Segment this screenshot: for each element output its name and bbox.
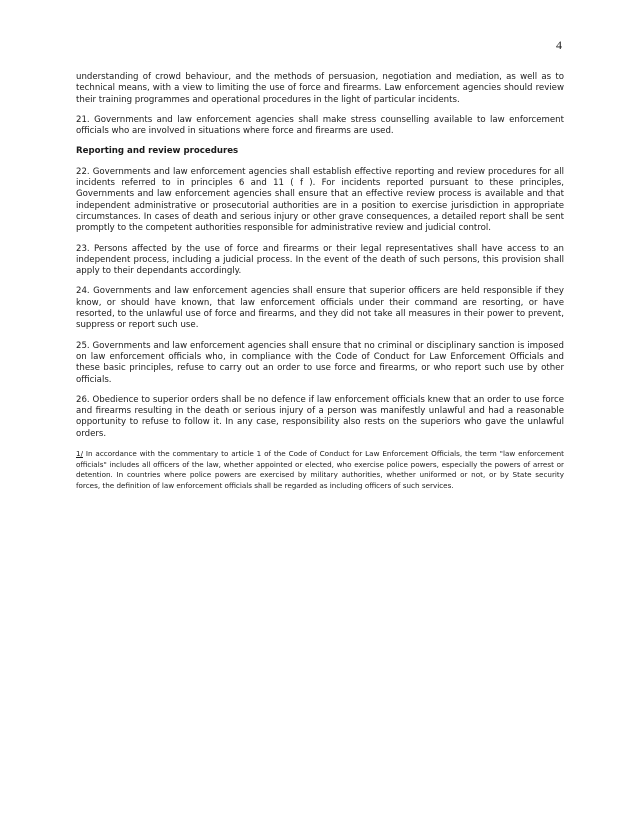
footnote-marker: 1/ <box>76 449 83 459</box>
paragraph-21: 21. Governments and law enforcement agencies shall make stress counselling available to law enforcement officials who are involved in situations where force and firearms are used. <box>76 114 564 137</box>
document-body <box>76 72 564 491</box>
footnote-text: In accordance with the commentary to article 1 of the Code of Conduct for Law Enforcement Officials, the term "law enforcement officials" includes all officers of the law, whether appointed or elected, who exercise police powers, especially the powers of arrest or detention. In countries where police powers are exercised by military authorities, whether uniformed or not, or by State security forces, the definition of law enforcement officials shall be regarded as including officers of such services. <box>76 449 564 490</box>
paragraph-23: 23. Persons affected by the use of force and firearms or their legal representatives shall have access to an independent process, including a judicial process. In the event of the death of such persons, this provision shall apply to their dependants accordingly. <box>76 243 564 277</box>
paragraph-26: 26. Obedience to superior orders shall be no defence if law enforcement officials knew that an order to use force and firearms resulting in the death or serious injury of a person was manifestly unlawful and had a reasonable opportunity to refuse to follow it. In any case, responsibility also rests on the superiors who gave the unlawful orders. <box>76 394 564 439</box>
paragraph-22: 22. Governments and law enforcement agencies shall establish effective reporting and review procedures for all incidents referred to in principles 6 and 11 ( f ). For incidents reported pursuant to these principles, Governments and law enforcement agencies shall ensure that an effective review process is available and that independent administrative or prosecutorial authorities are in a position to exercise jurisdiction in appropriate circumstances. In cases of death and serious injury or other grave consequences, a detailed report shall be sent promptly to the competent authorities responsible for administrative review and judicial control. <box>76 166 564 234</box>
paragraph-24: 24. Governments and law enforcement agencies shall ensure that superior officers are held responsible if they know, or should have known, that law enforcement officials under their command are resorting, or have resorted, to the unlawful use of force and firearms, and they did not take all measures in their power to prevent, suppress or report such use. <box>76 286 564 331</box>
paragraph-25: 25. Governments and law enforcement agencies shall ensure that no criminal or disciplinary sanction is imposed on law enforcement officials who, in compliance with the Code of Conduct for Law Enforcement Officials and these basic principles, refuse to carry out an order to use force and firearms, or who report such use by other officials. <box>76 340 564 385</box>
page-number: 4 <box>556 38 562 52</box>
footnote <box>76 449 564 491</box>
paragraph-continuation: understanding of crowd behaviour, and the methods of persuasion, negotiation and mediation, as well as to technical means, with a view to limiting the use of force and firearms. Law enforcement agencies should review their training programmes and operational procedures in the light of particular incidents. <box>76 72 564 105</box>
section-heading: Reporting and review procedures <box>76 146 239 157</box>
